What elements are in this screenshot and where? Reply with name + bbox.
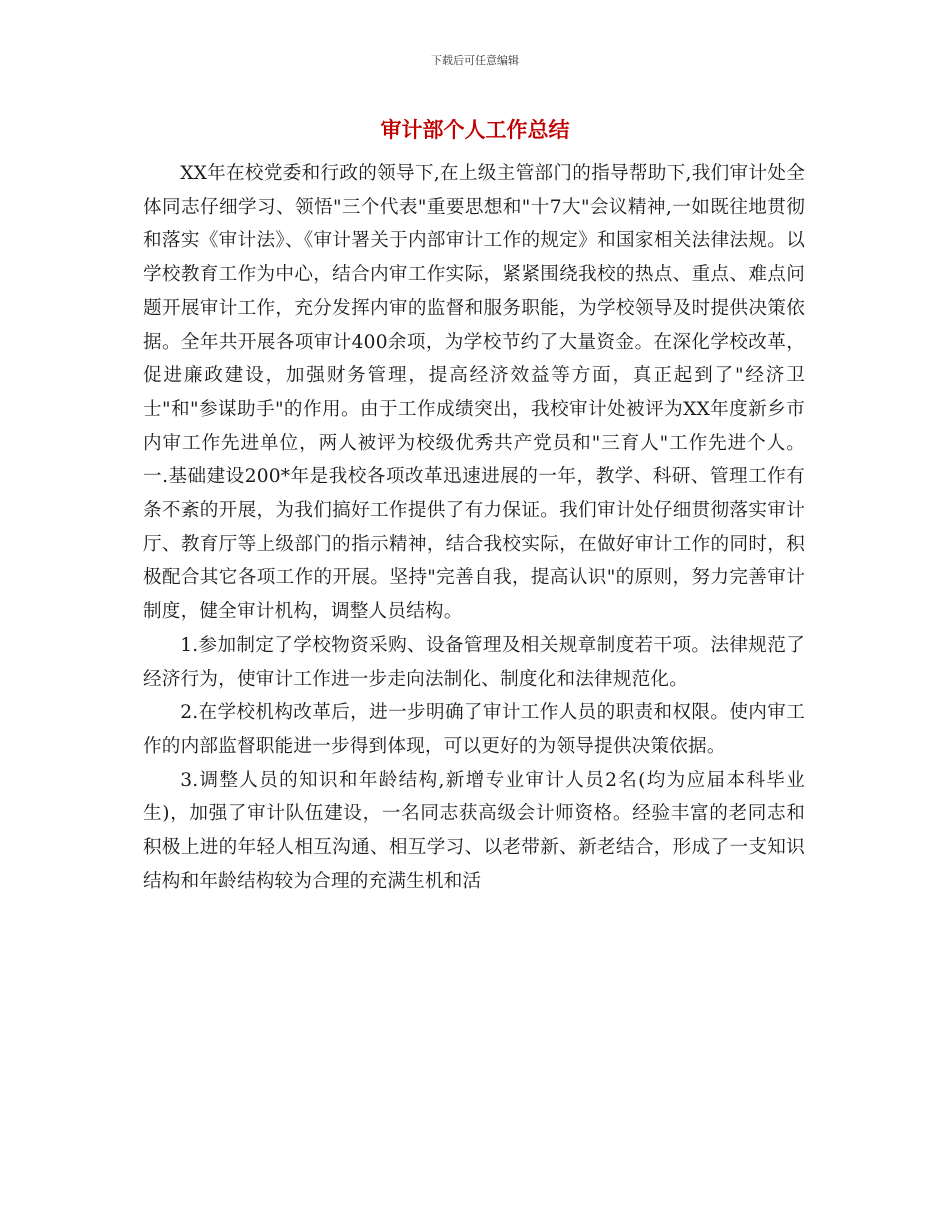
paragraph-item-2: 2.在学校机构改革后，进一步明确了审计工作人员的职责和权限。使内审工作的内部监督职能进一步得到体现，可以更好的为领导提供决策依据。 xyxy=(143,702,805,757)
paragraph-item-3: 3.调整人员的知识和年龄结构,新增专业审计人员2名(均为应届本科毕业生)，加强了审计队伍建设，一名同志获高级会计师资格。经验丰富的老同志和积极上进的年轻人相互沟通、相互学习、以老带新、新老结合，形成了一支知识结构和年龄结构较为合理的充满生机和活 xyxy=(143,769,805,892)
paragraph-item-1: 1.参加制定了学校物资采购、设备管理及相关规章制度若干项。法律规范了经济行为，使审计工作进一步走向法制化、制度化和法律规范化。 xyxy=(143,634,805,690)
document-title: 审计部个人工作总结 xyxy=(380,118,570,142)
header-note: 下载后可任意编辑 xyxy=(431,54,519,67)
paragraph-intro: XX年在校党委和行政的领导下,在上级主管部门的指导帮助下,我们审计处全体同志仔细学习、领悟"三个代表"重要思想和"十7大"会议精神,一如既往地贯彻和落实《审计法》、《审计署关于内部审计工作的规定》和国家相关法律法规。以学校教育工作为中心，结合内审工作实际，紧紧围绕我校的热点、重点、难点问题开展审计工作，充分发挥内审的监督和服务职能，为学校领导及时提供决策依据。全年共开展各项审计400余项，为学校节约了大量资金。在深化学校改革，促进廉政建设，加强财务管理，提高经济效益等方面，真正起到了"经济卫士"和"参谋助手"的作用。由于工作成绩突出，我校审计处被评为XX年度新乡市内审工作先进单位，两人被评为校级优秀共产党员和"三育人"工作先进个人。一.基础建设200*年是我校各项改革迅速进展的一年，教学、科研、管理工作有条不紊的开展，为我们搞好工作提供了有力保证。我们审计处仔细贯彻落实审计厅、教育厅等上级部门的指示精神，结合我校实际，在做好审计工作的同时，积极配合其它各项工作的开展。坚持"完善自我，提高认识"的原则，努力完善审计制度，健全审计机构，调整人员结构。 xyxy=(143,163,805,623)
document-body xyxy=(143,157,805,898)
